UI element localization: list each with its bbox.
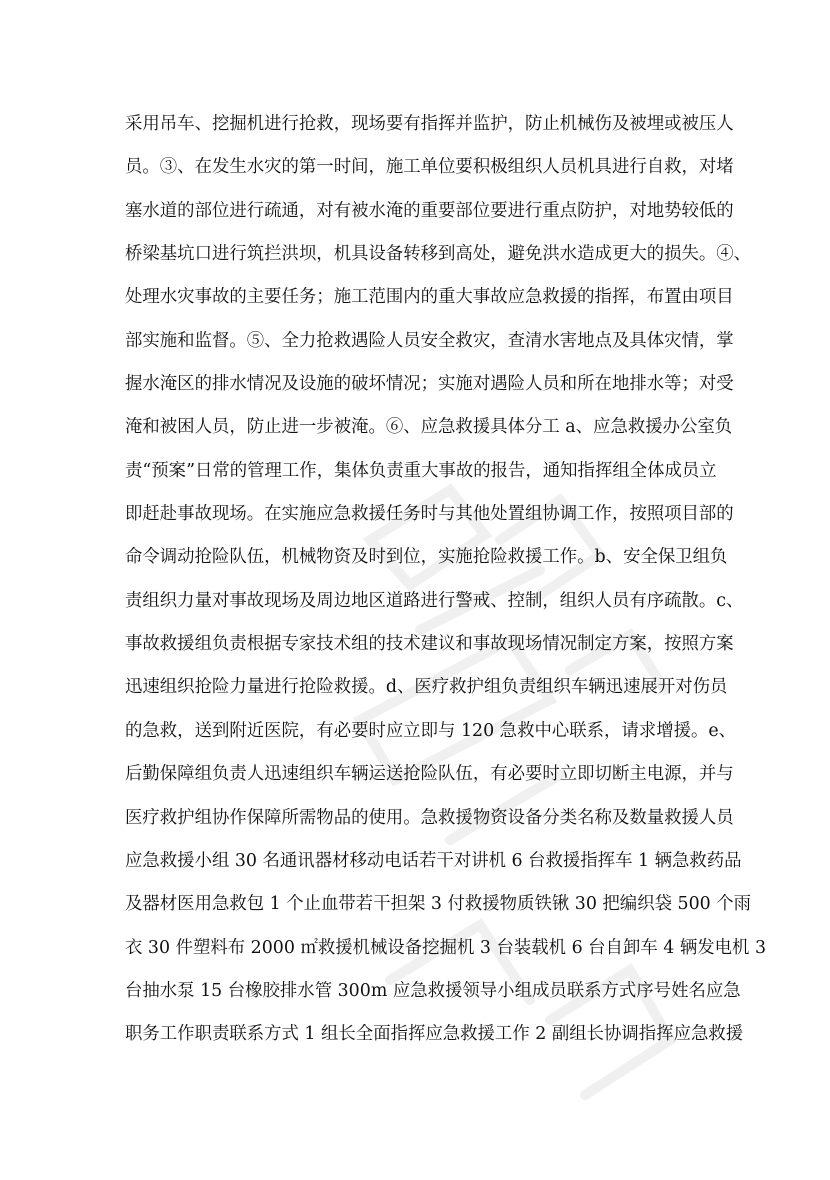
text-line-20: 衣 30 件塑料布 2000 ㎡救援机械设备挖掘机 3 台装载机 6 台自卸车 4 辆发电机 3 bbox=[125, 937, 767, 958]
text-line-6: 部实施和监督。⑤、全力抢救遇险人员安全救灾，查清水害地点及具体灾情，掌 bbox=[125, 330, 734, 351]
text-line-18: 应急救援小组 30 名通讯器材移动电话若干对讲机 6 台救援指挥车 1 辆急救药品 bbox=[125, 850, 742, 871]
text-line-16: 后勤保障组负责人迅速组织车辆运送抢险队伍，有必要时立即切断主电源，并与 bbox=[125, 764, 734, 785]
text-line-1: 采用吊车、挖掘机进行抢救，现场要有指挥并监护，防止机械伤及被埋或被压人 bbox=[125, 114, 734, 134]
text-line-3: 塞水道的部位进行疏通，对有被水淹的重要部位要进行重点防护，对地势较低的 bbox=[125, 200, 734, 221]
text-line-17: 医疗救护组协作保障所需物品的使用。急救援物资设备分类名称及数量救援人员 bbox=[125, 807, 734, 828]
text-line-2: 员。③、在发生水灾的第一时间，施工单位要积极组织人员机具进行自救，对堵 bbox=[125, 157, 734, 178]
text-line-12: 责组织力量对事故现场及周边地区道路进行警戒、控制，组织人员有序疏散。c、 bbox=[125, 590, 744, 611]
text-line-8: 淹和被困人员，防止进一步被淹。⑥、应急救援具体分工 a、应急救援办公室负 bbox=[125, 417, 733, 438]
text-line-13: 事故救援组负责根据专家技术组的技术建议和事故现场情况制定方案，按照方案 bbox=[125, 634, 734, 655]
text-line-7: 握水淹区的排水情况及设施的破坏情况；实施对遇险人员和所在地排水等；对受 bbox=[125, 374, 734, 395]
document-body bbox=[125, 108, 767, 1050]
text-line-21: 台抽水泵 15 台橡胶排水管 300m 应急救援领导小组成员联系方式序号姓名应急 bbox=[125, 980, 741, 1001]
text-line-9: 责“预案”日常的管理工作，集体负责重大事故的报告，通知指挥组全体成员立 bbox=[125, 460, 717, 481]
text-line-10: 即赶赴事故现场。在实施应急救援任务时与其他处置组协调工作，按照项目部的 bbox=[125, 504, 734, 525]
text-line-5: 处理水灾事故的主要任务；施工范围内的重大事故应急救援的指挥，布置由项目 bbox=[125, 287, 734, 308]
text-line-4: 桥梁基坑口进行筑拦洪坝，机具设备转移到高处，避免洪水造成更大的损失。④、 bbox=[125, 244, 752, 265]
text-line-15: 的急救，送到附近医院，有必要时应立即与 120 急救中心联系，请求增援。e、 bbox=[125, 720, 737, 741]
text-line-19: 及器材医用急救包 1 个止血带若干担架 3 付救援物质铁锹 30 把编织袋 500 个雨 bbox=[125, 894, 752, 915]
text-line-22: 职务工作职责联系方式 1 组长全面指挥应急救援工作 2 副组长协调指挥应急救援 bbox=[125, 1024, 744, 1045]
text-line-14: 迅速组织抢险力量进行抢险救援。d、医疗救护组负责组织车辆迅速展开对伤员 bbox=[125, 677, 728, 698]
text-line-11: 命令调动抢险队伍，机械物资及时到位，实施抢险救援工作。b、安全保卫组负 bbox=[125, 547, 728, 568]
